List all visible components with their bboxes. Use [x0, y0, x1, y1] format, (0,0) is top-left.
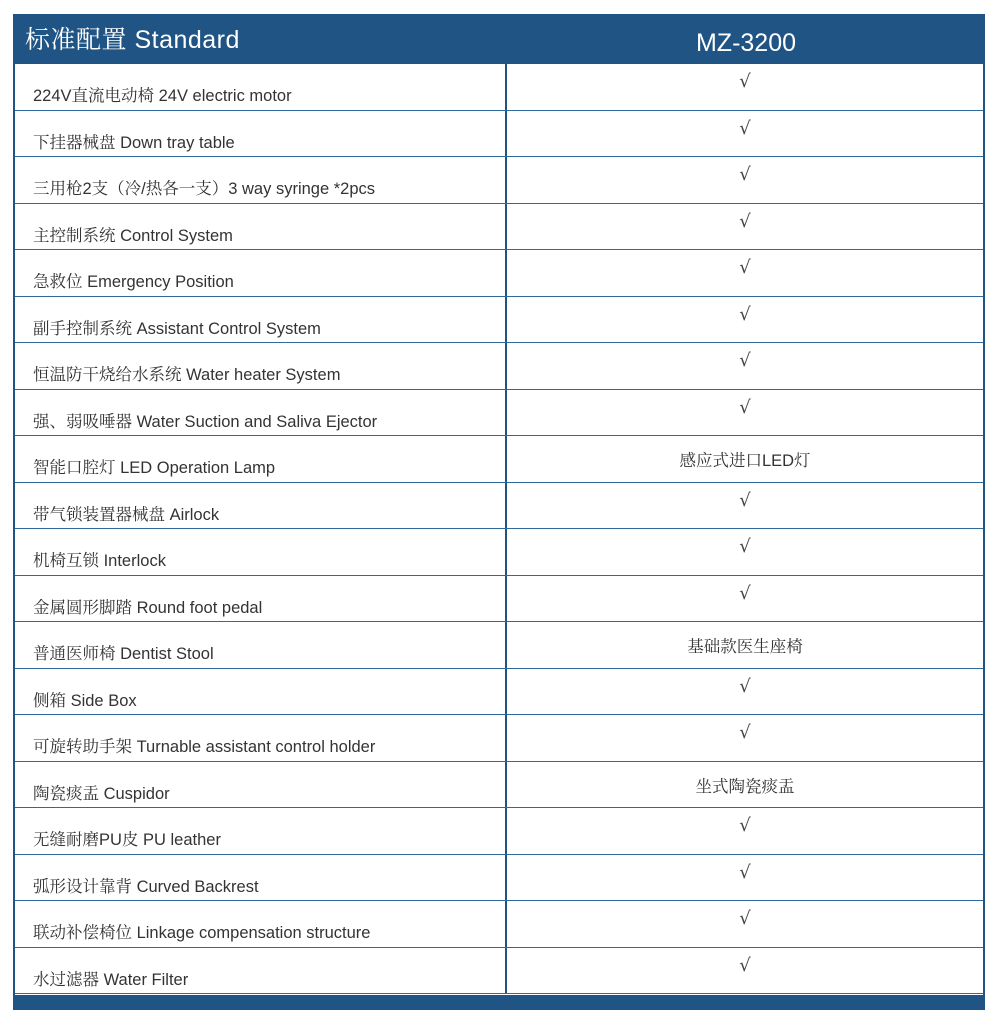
table-row: [15, 948, 983, 995]
checkmark-icon: √: [739, 582, 751, 604]
feature-label: 强、弱吸唾器 Water Suction and Saliva Ejector: [15, 390, 507, 436]
feature-value-cell: [507, 762, 983, 808]
checkmark-icon: √: [739, 117, 751, 139]
feature-value-cell: [507, 111, 983, 157]
table-row: [15, 576, 983, 623]
feature-label: 224V直流电动椅 24V electric motor: [15, 64, 507, 110]
checkmark-icon: √: [739, 164, 751, 185]
checkmark-icon: √: [739, 71, 751, 92]
spec-table: [13, 14, 985, 1010]
feature-label: 陶瓷痰盂 Cuspidor: [15, 762, 507, 808]
checkmark-icon: √: [739, 815, 751, 836]
feature-label: 普通医师椅 Dentist Stool: [15, 622, 507, 668]
feature-value-text: 感应式进口LED灯: [679, 452, 811, 470]
feature-label: 急救位 Emergency Position: [15, 250, 507, 296]
checkmark-icon: √: [739, 257, 751, 278]
checkmark-icon: √: [739, 722, 751, 743]
checkmark-icon: √: [739, 396, 751, 418]
table-row: [15, 250, 983, 297]
header-title-standard: 标准配置 Standard: [25, 26, 240, 54]
feature-label: 金属圆形脚踏 Round foot pedal: [15, 576, 507, 622]
table-row: [15, 436, 983, 483]
table-row: [15, 529, 983, 576]
feature-label: 联动补偿椅位 Linkage compensation structure: [15, 901, 507, 947]
feature-label: 无缝耐磨PU皮 PU leather: [15, 808, 507, 854]
feature-value-cell: [507, 250, 983, 296]
table-row: [15, 390, 983, 437]
table-row: [15, 669, 983, 716]
table-header: [15, 16, 983, 64]
table-row: [15, 204, 983, 251]
feature-label: 恒温防干烧给水系统 Water heater System: [15, 343, 507, 389]
table-row: [15, 808, 983, 855]
feature-label: 水过滤器 Water Filter: [15, 948, 507, 994]
feature-value-cell: [507, 529, 983, 575]
checkmark-icon: √: [739, 489, 751, 511]
checkmark-icon: √: [739, 210, 751, 232]
feature-value-cell: [507, 948, 983, 994]
feature-value-cell: [507, 808, 983, 854]
table-row: [15, 622, 983, 669]
checkmark-icon: √: [739, 303, 751, 325]
table-row: [15, 157, 983, 204]
feature-label: 主控制系统 Control System: [15, 204, 507, 250]
feature-value-cell: [507, 715, 983, 761]
feature-value-cell: [507, 390, 983, 436]
checkmark-icon: √: [739, 954, 751, 976]
feature-value-cell: [507, 483, 983, 529]
feature-label: 智能口腔灯 LED Operation Lamp: [15, 436, 507, 482]
feature-value-cell: [507, 576, 983, 622]
feature-label: 副手控制系统 Assistant Control System: [15, 297, 507, 343]
feature-label: 带气锁装置器械盘 Airlock: [15, 483, 507, 529]
header-model: MZ-3200: [695, 29, 797, 57]
feature-value-cell: [507, 669, 983, 715]
checkmark-icon: √: [739, 350, 751, 371]
feature-value-cell: [507, 343, 983, 389]
feature-label: 机椅互锁 Interlock: [15, 529, 507, 575]
feature-value-cell: [507, 855, 983, 901]
feature-value-cell: [507, 157, 983, 203]
feature-value-text: 坐式陶瓷痰盂: [695, 777, 795, 796]
feature-label: 可旋转助手架 Turnable assistant control holder: [15, 715, 507, 761]
checkmark-icon: √: [739, 675, 751, 697]
table-row: [15, 901, 983, 948]
feature-value-cell: [507, 64, 983, 110]
table-row: [15, 343, 983, 390]
feature-label: 下挂器械盘 Down tray table: [15, 111, 507, 157]
checkmark-icon: √: [739, 536, 751, 557]
feature-label: 弧形设计靠背 Curved Backrest: [15, 855, 507, 901]
table-body: [15, 64, 983, 994]
feature-value-cell: [507, 204, 983, 250]
table-footer-band: [15, 995, 983, 1008]
feature-value-cell: [507, 901, 983, 947]
table-row: [15, 483, 983, 530]
feature-value-text: 基础款医生座椅: [687, 638, 803, 656]
checkmark-icon: √: [739, 861, 751, 883]
table-row: [15, 715, 983, 762]
table-row: [15, 111, 983, 158]
feature-value-cell: [507, 436, 983, 482]
feature-value-cell: [507, 622, 983, 668]
table-row: [15, 64, 983, 111]
table-row: [15, 855, 983, 902]
feature-label: 三用枪2支（冷/热各一支）3 way syringe *2pcs: [15, 157, 507, 203]
feature-value-cell: [507, 297, 983, 343]
checkmark-icon: √: [739, 908, 751, 929]
table-row: [15, 762, 983, 809]
feature-label: 侧箱 Side Box: [15, 669, 507, 715]
table-row: [15, 297, 983, 344]
